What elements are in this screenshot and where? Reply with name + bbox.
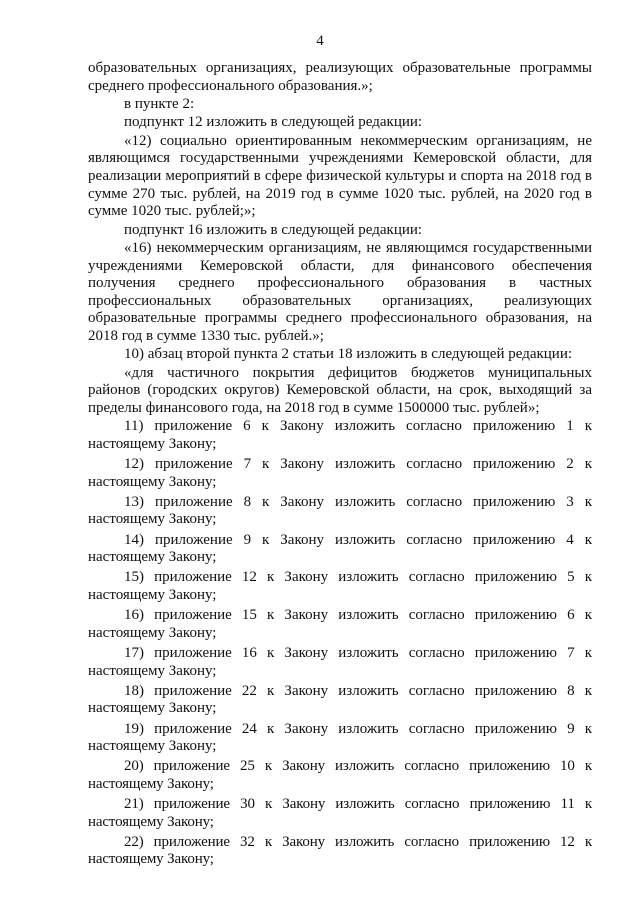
list-item: 20) приложение 25 к Закону изложить согласно приложению 10 к настоящему Закону; (88, 758, 592, 792)
list-item: 22) приложение 32 к Закону изложить согласно приложению 12 к настоящему Закону; (88, 833, 592, 868)
list-item: 14) приложение 9 к Закону изложить согласно приложению 4 к настоящему Закону; (88, 531, 592, 566)
paragraph-point-2: в пункте 2: (124, 95, 195, 112)
paragraph-subpoint-12-text: «12) социально ориентированным некоммерческим организациям, не являющимся государственными учреждениями Кемеровской области, для реализации мероприятий в сфере физической культуры и спорта на 2018 год в сумме 270 тыс. рублей, на 2019 год в сумме 1020 тыс. рублей, на 2020 год в сумме 1020 тыс. рублей;»; (88, 132, 592, 220)
paragraph-continuation: образовательных организациях, реализующих образовательные программы среднего профессионального образования.»; (88, 60, 592, 94)
list-item: 11) приложение 6 к Закону изложить согласно приложению 1 к настоящему Закону; (88, 418, 592, 452)
list-item: 12) приложение 7 к Закону изложить согласно приложению 2 к настоящему Закону; (88, 456, 592, 490)
list-item: 19) приложение 24 к Закону изложить согласно приложению 9 к настоящему Закону; (88, 720, 592, 755)
document-body (88, 60, 592, 872)
list-item: 13) приложение 8 к Закону изложить согласно приложению 3 к настоящему Закону; (88, 493, 592, 528)
page-number: 4 (316, 33, 324, 49)
paragraph-subpoint-16-intro: подпункт 16 изложить в следующей редакции: (124, 221, 423, 238)
paragraph-subpoint-12-intro: подпункт 12 изложить в следующей редакции: (124, 114, 423, 131)
list-item: 16) приложение 15 к Закону изложить согласно приложению 6 к настоящему Закону; (88, 607, 592, 641)
list-item: 21) приложение 30 к Закону изложить согласно приложению 11 к настоящему Закону; (88, 796, 592, 830)
list-item: 18) приложение 22 к Закону изложить согласно приложению 8 к настоящему Закону; (88, 682, 592, 717)
paragraph-subpoint-16-text: «16) некоммерческим организациям, не являющимся государственными учреждениями Кемеровской области, для финансового обеспечения получения среднего профессионального образования в частных профессиональных образовательных организациях, реализующих образовательные программы среднего профессионального образования, на 2018 год в сумме 1330 тыс. рублей.»; (88, 239, 592, 344)
list-item: 15) приложение 12 к Закону изложить согласно приложению 5 к настоящему Закону; (88, 569, 592, 603)
paragraph-item-10-text: «для частичного покрытия дефицитов бюджетов муниципальных районов (городских округов) Кемеровской области, на срок, выходящий за пределы финансового года, на 2018 год в сумме 1500000 тыс. рублей»; (88, 364, 592, 416)
amendment-items-list (88, 418, 592, 869)
list-item: 17) приложение 16 к Закону изложить согласно приложению 7 к настоящему Закону; (88, 644, 592, 679)
paragraph-item-10: 10) абзац второй пункта 2 статьи 18 изложить в следующей редакции: (124, 346, 573, 363)
